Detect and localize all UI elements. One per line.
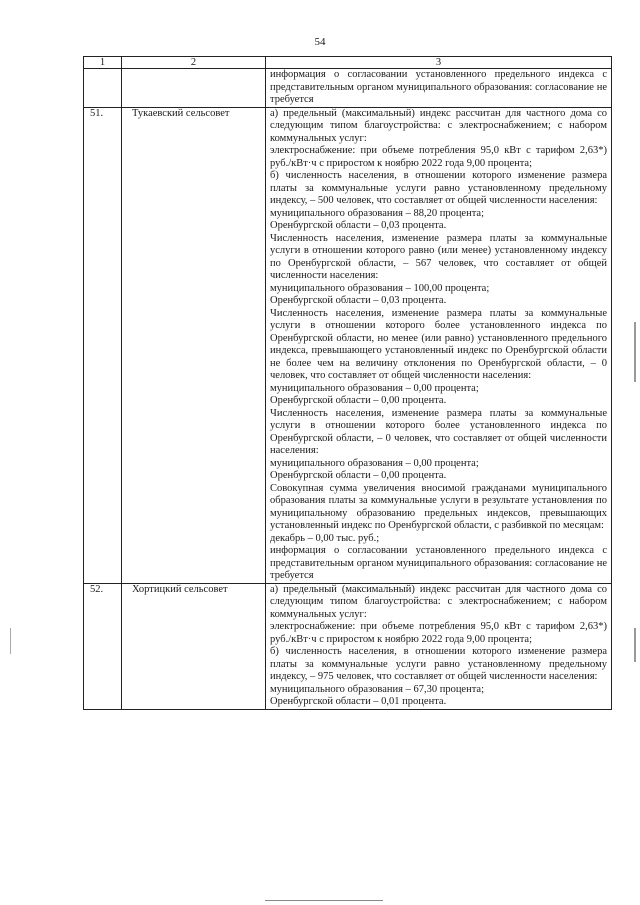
page-number: 54 xyxy=(314,36,326,48)
municipality-name: Хортицкий сельсовет xyxy=(122,583,266,709)
paragraph: Совокупная сумма увеличения вносимой гражданами муниципального образования платы за коммунальные услуги в результате установления по муниципальному образованию предельных индексов, превышающих установленный индекс по Оренбургской области, с разбивкой по месяцам: xyxy=(270,482,607,531)
scan-mark xyxy=(634,322,636,382)
paragraph: Численность населения, изменение размера платы за коммунальные услуги в отношении которого более установленного индекса по Оренбургской области, но менее (или равно) установленного предельного индекса, превышающего установленный индекс по Оренбургской области не более чем на величину отклонения по Оренбургской области, – 0 человек, что составляет от общей численности населения: xyxy=(270,307,607,381)
paragraph: б) численность населения, в отношении которого изменение размера платы за коммунальные услуги равно установленному предельному индексу, – 500 человек, что составляет от общей численности населения: xyxy=(270,170,607,206)
scan-mark xyxy=(634,628,636,662)
scan-mark xyxy=(265,900,383,901)
paragraph: муниципального образования – 88,20 процента; xyxy=(270,207,485,219)
details-cell xyxy=(266,69,612,108)
header-row xyxy=(84,57,612,69)
scan-mark xyxy=(10,628,11,654)
paragraph: Оренбургской области – 0,00 процента. xyxy=(270,395,447,406)
paragraph: муниципального образования – 67,30 процента; xyxy=(270,683,485,695)
paragraph: информация о согласовании установленного предельного индекса с представительным органом муниципального образования: согласование не требуется xyxy=(270,69,607,105)
indices-table xyxy=(83,56,612,710)
header-col-2: 2 xyxy=(122,57,266,69)
row-number-cell xyxy=(84,69,122,108)
header-col-1: 1 xyxy=(84,57,122,69)
paragraph: муниципального образования – 0,00 процента; xyxy=(270,382,479,394)
paragraph: Оренбургской области – 0,03 процента. xyxy=(270,295,447,306)
paragraph: Оренбургской области – 0,03 процента. xyxy=(270,220,447,231)
paragraph: муниципального образования – 100,00 процента; xyxy=(270,282,490,294)
table-row-51 xyxy=(84,107,612,583)
paragraph: муниципального образования – 0,00 процента; xyxy=(270,457,479,469)
municipality-name: Тукаевский сельсовет xyxy=(122,107,266,583)
row-number: 52. xyxy=(84,583,122,709)
paragraph: электроснабжение: при объеме потребления 95,0 кВт с тарифом 2,63*) руб./кВт·ч с приростом к ноябрю 2022 года 9,00 процента; xyxy=(270,145,607,169)
paragraph: информация о согласовании установленного предельного индекса с представительным органом муниципального образования: согласование не требуется xyxy=(270,545,607,581)
paragraph: Оренбургской области – 0,01 процента. xyxy=(270,696,447,707)
paragraph: б) численность населения, в отношении которого изменение размера платы за коммунальные услуги равно установленному предельному индексу, – 975 человек, что составляет от общей численности населения: xyxy=(270,646,607,682)
paragraph: Оренбургской области – 0,00 процента. xyxy=(270,470,447,481)
table-row-52 xyxy=(84,583,612,709)
details-cell xyxy=(266,107,612,583)
header-col-3: 3 xyxy=(266,57,612,69)
row-number: 51. xyxy=(84,107,122,583)
paragraph: а) предельный (максимальный) индекс рассчитан для частного дома со следующим типом благоустройства: с электроснабжением; с набором коммунальных услуг: xyxy=(270,107,607,144)
paragraph: электроснабжение: при объеме потребления 95,0 кВт с тарифом 2,63*) руб./кВт·ч с приростом к ноябрю 2022 года 9,00 процента; xyxy=(270,621,607,645)
table-row-continuation xyxy=(84,69,612,108)
paragraph: а) предельный (максимальный) индекс рассчитан для частного дома со следующим типом благоустройства: с электроснабжением; с набором коммунальных услуг: xyxy=(270,583,607,620)
paragraph: Численность населения, изменение размера платы за коммунальные услуги в отношении которого более установленного индекса по Оренбургской области, – 0 человек, что составляет от общей численности населения: xyxy=(270,407,607,456)
details-cell xyxy=(266,583,612,709)
municipality-name-cell xyxy=(122,69,266,108)
paragraph: Численность населения, изменение размера платы за коммунальные услуги в отношении которого равно (или менее) установленному индексу по Оренбургской области, – 567 человек, что составляет от общей численности населения: xyxy=(270,232,607,281)
paragraph: декабрь – 0,00 тыс. руб.; xyxy=(270,532,380,544)
